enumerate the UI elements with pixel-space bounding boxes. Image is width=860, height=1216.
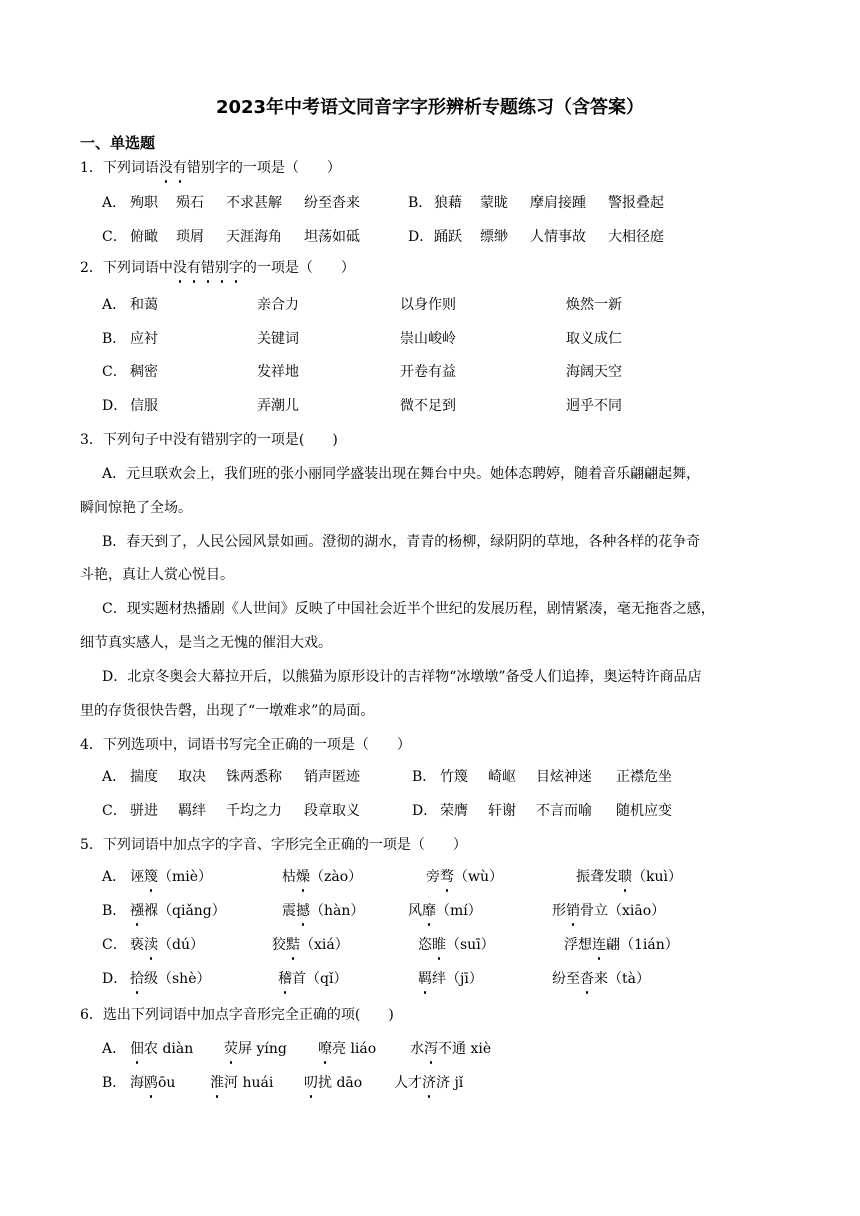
option-letter: D．: [408, 229, 434, 245]
dotted-character: 叨: [304, 1072, 318, 1094]
option-word: 坦荡如砥: [304, 229, 360, 245]
option-word: 开卷有益: [400, 364, 456, 380]
option-word: 取义成仁: [566, 331, 622, 347]
option-term: 羁绊（jī）: [418, 968, 483, 990]
option-word: 信服: [130, 398, 158, 414]
option-term: 海鸥ōu: [130, 1072, 175, 1094]
option-word: 崎岖: [488, 769, 516, 785]
dotted-character: 黠: [286, 934, 300, 956]
option-term: 风靡（mí）: [408, 900, 482, 922]
option-term: 纷至沓来（tà）: [552, 968, 650, 990]
dotted-character: 篾: [144, 866, 158, 888]
dotted-character: 济: [422, 1072, 436, 1094]
question-3-option-a: A．元旦联欢会上，我们班的张小丽同学盛装出现在舞台中央。她体态聘婷，随着音乐翩翩起舞，: [102, 466, 701, 482]
option-term: 叨扰 dāo: [304, 1072, 362, 1094]
question-3-option-b: B．春天到了，人民公园风景如画。澄彻的湖水，青青的杨柳，绿阴阴的草地，各种各样的花争奇: [102, 534, 701, 550]
question-1-stem: 1．下列词语没有错别字的一项是（ ）: [80, 157, 341, 179]
option-letter: C．: [102, 803, 127, 819]
option-term: 拾级（shè）: [130, 968, 211, 990]
question-3-option-b-cont: 斗艳，真让人赏心悦目。: [80, 567, 234, 583]
option-letter: A．: [102, 1041, 127, 1057]
option-letter: D．: [412, 803, 438, 819]
option-term: 浮想连翩（1ián）: [564, 934, 679, 956]
dotted-emphasis: 没有错别字: [173, 260, 243, 276]
option-word: 随机应变: [616, 803, 672, 819]
dotted-character: 襁: [130, 900, 144, 922]
option-word: 摩肩接踵: [530, 195, 586, 211]
option-letter: C．: [102, 937, 127, 953]
option-word: 殉职: [130, 195, 158, 211]
option-word: 段章取义: [304, 803, 360, 819]
option-word: 纷至沓来: [304, 195, 360, 211]
option-word: 轩谢: [488, 803, 516, 819]
option-letter: A．: [102, 869, 127, 885]
option-term: 襁褓（qiǎng）: [130, 900, 226, 922]
option-term: 震撼（hàn）: [282, 900, 364, 922]
option-word: 天涯海角: [226, 229, 282, 245]
option-word: 骈进: [130, 803, 158, 819]
option-word: 不言而喻: [536, 803, 592, 819]
dotted-character: 靡: [422, 900, 436, 922]
option-word: 荣膺: [440, 803, 468, 819]
dotted-character: 佃: [130, 1038, 144, 1060]
option-word: 海阔天空: [566, 364, 622, 380]
option-word: 焕然一新: [566, 297, 622, 313]
option-word: 殒石: [176, 195, 204, 211]
option-term: 狡黠（xiá）: [272, 934, 349, 956]
option-word: 稠密: [130, 364, 158, 380]
option-term: 水泻不通 xiè: [410, 1038, 491, 1060]
option-letter: D．: [102, 398, 128, 414]
section-heading: 一、单选题: [80, 134, 156, 152]
option-word: 以身作则: [400, 297, 456, 313]
dotted-character: 睢: [432, 934, 446, 956]
question-3-option-d-cont: 里的存货很快告磬，出现了“一墩难求”的局面。: [80, 703, 375, 719]
option-word: 不求甚解: [226, 195, 282, 211]
option-word: 发祥地: [257, 364, 299, 380]
option-word: 蒙眬: [480, 195, 508, 211]
question-3-option-a-cont: 瞬间惊艳了全场。: [80, 500, 192, 516]
option-letter: A．: [102, 769, 127, 785]
question-5-stem: 5．下列词语中加点字的字音、字形完全正确的一项是（ ）: [80, 837, 467, 853]
option-term: 稽首（qǐ）: [278, 968, 347, 990]
option-letter: D．: [102, 971, 128, 987]
option-word: 取决: [178, 769, 206, 785]
option-word: 迥乎不同: [566, 398, 622, 414]
dotted-character: 鸥: [144, 1072, 158, 1094]
dotted-character: 稽: [278, 968, 292, 990]
question-3-option-c-cont: 细节真实感人，是当之无愧的催泪大戏。: [80, 635, 332, 651]
option-term: 恣睢（suī）: [418, 934, 495, 956]
option-letter: A．: [102, 195, 127, 211]
dotted-character: 淮: [210, 1072, 224, 1094]
option-term: 旁骛（wù）: [426, 866, 503, 888]
dotted-character: 拾: [130, 968, 144, 990]
option-term: 人才济济 jǐ: [394, 1072, 463, 1094]
option-word: 大相径庭: [608, 229, 664, 245]
option-term: 佃农 diàn: [130, 1038, 193, 1060]
dotted-character: 沓: [580, 968, 594, 990]
option-word: 应衬: [130, 331, 158, 347]
option-term: 嘹亮 liáo: [318, 1038, 376, 1060]
dotted-character: 销: [566, 900, 580, 922]
option-word: 亲合力: [257, 297, 299, 313]
question-3-option-d: D．北京冬奥会大幕拉开后，以熊猫为原形设计的吉祥物“冰墩墩”备受人们追捧，奥运特许商品店: [102, 669, 702, 685]
option-word: 正襟危坐: [616, 769, 672, 785]
question-3-stem: 3．下列句子中没有错别字的一项是( ): [80, 432, 338, 448]
option-term: 枯燥（zào）: [282, 866, 362, 888]
option-word: 关键词: [257, 331, 299, 347]
option-letter: C．: [102, 229, 127, 245]
option-letter: B．: [102, 1075, 127, 1091]
option-term: 淮河 huái: [210, 1072, 273, 1094]
option-word: 铢两悉称: [226, 769, 282, 785]
option-word: 人情事故: [530, 229, 586, 245]
option-word: 缥缈: [480, 229, 508, 245]
option-term: 诬篾（miè）: [130, 866, 212, 888]
option-letter: B．: [412, 769, 437, 785]
option-term: 亵渎（dú）: [130, 934, 204, 956]
dotted-character: 聩: [618, 866, 632, 888]
option-word: 千均之力: [226, 803, 282, 819]
dotted-character: 渎: [144, 934, 158, 956]
question-4-stem: 4．下列选项中，词语书写完全正确的一项是（ ）: [80, 737, 411, 753]
dotted-character: 连: [592, 934, 606, 956]
dotted-character: 泻: [424, 1038, 438, 1060]
option-word: 崇山峻岭: [400, 331, 456, 347]
dotted-character: 荧: [224, 1038, 238, 1060]
option-word: 狼藉: [434, 195, 462, 211]
option-word: 弄潮儿: [257, 398, 299, 414]
dotted-character: 羁: [418, 968, 432, 990]
option-letter: C．: [102, 364, 127, 380]
dotted-emphasis: 没有: [159, 160, 187, 176]
dotted-character: 撼: [296, 900, 310, 922]
dotted-character: 嘹: [318, 1038, 332, 1060]
question-3-option-c: C．现实题材热播剧《人世间》反映了中国社会近半个世纪的发展历程，剧情紧凑，毫无拖沓之感，: [102, 601, 715, 617]
question-2-stem: 2．下列词语中没有错别字的一项是（ ）: [80, 257, 355, 279]
option-word: 和蔼: [130, 297, 158, 313]
option-letter: B．: [408, 195, 433, 211]
dotted-character: 燥: [296, 866, 310, 888]
option-word: 俯瞰: [130, 229, 158, 245]
option-word: 琐屑: [176, 229, 204, 245]
option-term: 形销骨立（xiāo）: [552, 900, 665, 922]
option-word: 羁绊: [178, 803, 206, 819]
page-title: 2023年中考语文同音字字形辨析专题练习（含答案）: [215, 97, 645, 118]
option-word: 揣度: [130, 769, 158, 785]
option-word: 警报叠起: [608, 195, 664, 211]
dotted-character: 骛: [440, 866, 454, 888]
option-word: 踊跃: [434, 229, 462, 245]
option-letter: B．: [102, 903, 127, 919]
option-letter: A．: [102, 297, 127, 313]
option-term: 荧屏 yíng: [224, 1038, 287, 1060]
option-word: 竹篾: [440, 769, 468, 785]
option-word: 销声匿迹: [304, 769, 360, 785]
option-letter: B．: [102, 331, 127, 347]
option-term: 振聋发聩（kuì）: [576, 866, 682, 888]
question-6-stem: 6．选出下列词语中加点字音形完全正确的项( ): [80, 1007, 394, 1023]
option-word: 目炫神迷: [536, 769, 592, 785]
option-word: 微不足到: [400, 398, 456, 414]
